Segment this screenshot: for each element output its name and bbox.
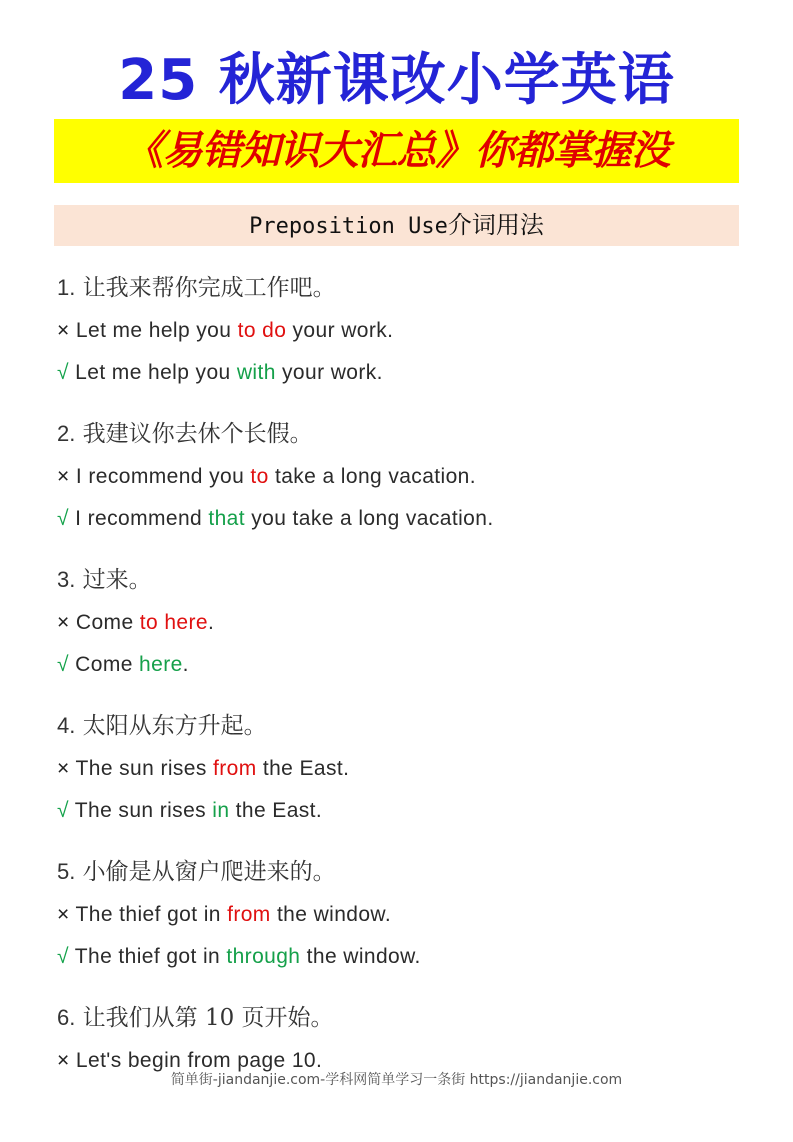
check-mark-icon: √: [57, 653, 69, 676]
chinese-text: 小偷是从窗户爬进来的。: [82, 859, 336, 885]
wrong-highlight: from: [227, 903, 271, 926]
chinese-text: 我建议你去休个长假。: [82, 421, 313, 447]
right-sentence: [57, 498, 757, 540]
wrong-text-post: the East.: [256, 757, 350, 780]
wrong-highlight: from: [213, 757, 257, 780]
chinese-sentence: [57, 558, 757, 602]
right-text-pre: Let me help you: [68, 361, 237, 384]
wrong-mark-icon: ×: [57, 319, 70, 342]
wrong-text-post: .: [207, 611, 215, 634]
right-highlight: here: [139, 653, 183, 676]
item-number: 6.: [57, 1005, 76, 1030]
chinese-sentence: [57, 850, 757, 894]
section-heading-zh: 介词用法: [447, 211, 544, 239]
right-text-pre: The sun rises: [68, 799, 213, 822]
wrong-text-pre: Come: [69, 611, 140, 634]
wrong-sentence: [57, 456, 757, 498]
right-text-post: your work.: [275, 361, 383, 384]
wrong-text-pre: Let me help you: [69, 319, 238, 342]
wrong-text-post: take a long vacation.: [268, 465, 476, 488]
wrong-text-pre: The thief got in: [69, 903, 228, 926]
check-mark-icon: √: [57, 945, 69, 968]
wrong-highlight: to: [250, 465, 269, 488]
wrong-mark-icon: ×: [57, 1049, 70, 1072]
wrong-mark-icon: ×: [57, 611, 70, 634]
item-number: 2.: [57, 421, 76, 446]
wrong-mark-icon: ×: [57, 757, 70, 780]
section-heading: [54, 205, 739, 246]
right-sentence: [57, 644, 757, 686]
chinese-sentence: [57, 266, 757, 310]
wrong-sentence: [57, 894, 757, 936]
exercise-list: [57, 266, 757, 1142]
page-title: 25 秋新课改小学英语: [118, 48, 675, 113]
wrong-sentence: [57, 602, 757, 644]
item-number: 3.: [57, 567, 76, 592]
right-highlight: with: [236, 361, 276, 384]
item-number: 4.: [57, 713, 76, 738]
chinese-text: 太阳从东方升起。: [82, 713, 267, 739]
right-highlight: that: [208, 507, 245, 530]
right-text-pre: The thief got in: [68, 945, 227, 968]
check-mark-icon: √: [57, 361, 69, 384]
wrong-highlight: to do: [237, 319, 287, 342]
wrong-text-pre: The sun rises: [69, 757, 214, 780]
wrong-text-post: the window.: [270, 903, 392, 926]
right-sentence: [57, 790, 757, 832]
right-highlight: through: [226, 945, 301, 968]
exercise-item: [57, 412, 757, 558]
item-number: 1.: [57, 275, 76, 300]
section-heading-en: Preposition Use: [249, 214, 448, 239]
chinese-sentence: [57, 704, 757, 748]
exercise-item: [57, 704, 757, 850]
chinese-sentence: [57, 996, 757, 1040]
footer-watermark: 简单街-jiandanjie.com-学科网简单学习一条街 https://jiandanjie.com: [170, 1072, 623, 1088]
wrong-text-post: your work.: [286, 319, 394, 342]
wrong-mark-icon: ×: [57, 903, 70, 926]
right-highlight: in: [212, 799, 230, 822]
chinese-text: 让我来帮你完成工作吧。: [82, 275, 336, 301]
right-text-pre: I recommend: [68, 507, 209, 530]
check-mark-icon: √: [57, 799, 69, 822]
exercise-item: [57, 266, 757, 412]
right-sentence: [57, 352, 757, 394]
exercise-item: [57, 850, 757, 996]
wrong-sentence: [57, 748, 757, 790]
chinese-text: 过来。: [82, 567, 152, 593]
check-mark-icon: √: [57, 507, 69, 530]
wrong-mark-icon: ×: [57, 465, 70, 488]
subtitle-banner: 《易错知识大汇总》你都掌握没: [54, 119, 739, 183]
chinese-text: 让我们从第 10 页开始。: [82, 1005, 334, 1031]
right-text-post: you take a long vacation.: [245, 507, 494, 530]
right-sentence: [57, 936, 757, 978]
right-text-pre: Come: [68, 653, 140, 676]
wrong-sentence: [57, 310, 757, 352]
chinese-sentence: [57, 412, 757, 456]
wrong-text-pre: Let's begin from page 10.: [69, 1049, 323, 1072]
wrong-text-pre: I recommend you: [69, 465, 251, 488]
right-text-post: the East.: [229, 799, 323, 822]
wrong-highlight: to here: [139, 611, 208, 634]
right-text-post: .: [182, 653, 189, 676]
exercise-item: [57, 558, 757, 704]
right-text-post: the window.: [300, 945, 421, 968]
item-number: 5.: [57, 859, 76, 884]
